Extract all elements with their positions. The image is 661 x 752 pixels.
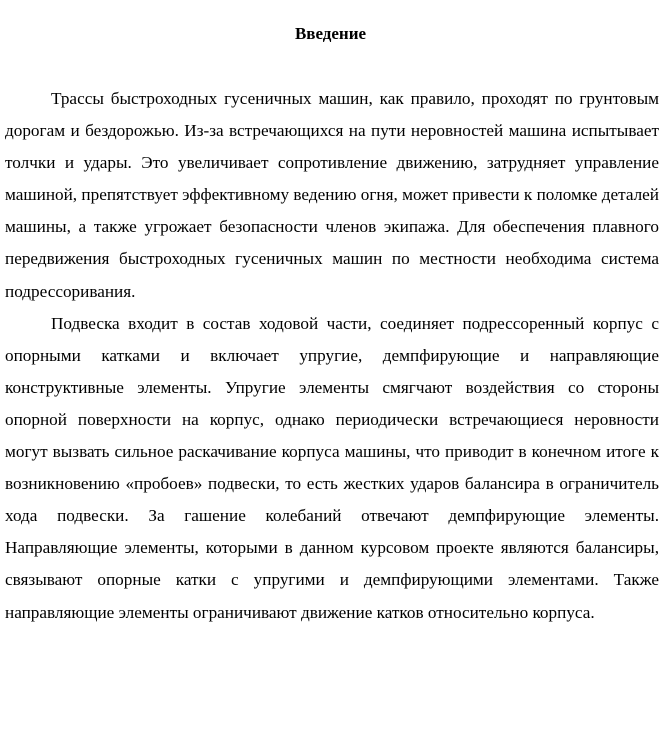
- paragraph-2: Подвеска входит в состав ходовой части, соединяет подрессоренный корпус с опорными катками и включает упругие, демпфирующие и направляющие конструктивные элементы. Упругие элементы смягчают воздействия со стороны опорной поверхности на корпус, однако периодически встречающиеся неровности могут вызвать сильное раскачивание корпуса машины, что приводит в конечном итоге к возникновению «пробоев» подвески, то есть жестких ударов балансира в ограничитель хода подвески. За гашение колебаний отвечают демпфирующие элементы. Направляющие элементы, которыми в данном курсовом проекте являются балансиры, связывают опорные катки с упругими и демпфирующими элементами. Также направляющие элементы ограничивают движение катков относительно корпуса.: [5, 313, 659, 622]
- paragraph-1: Трассы быстроходных гусеничных машин, как правило, проходят по грунтовым дорогам и бездорожью. Из-за встречающихся на пути неровностей машина испытывает толчки и удары. Это увеличивает сопротивление движению, затрудняет управление машиной, препятствует эффективному ведению огня, может привести к поломке деталей машины, а также угрожает безопасности членов экипажа. Для обеспечения плавного передвижения быстроходных гусеничных машин по местности необходима система подрессоривания.: [5, 89, 659, 301]
- section-title: Введение: [294, 24, 367, 43]
- body-text: [5, 83, 659, 629]
